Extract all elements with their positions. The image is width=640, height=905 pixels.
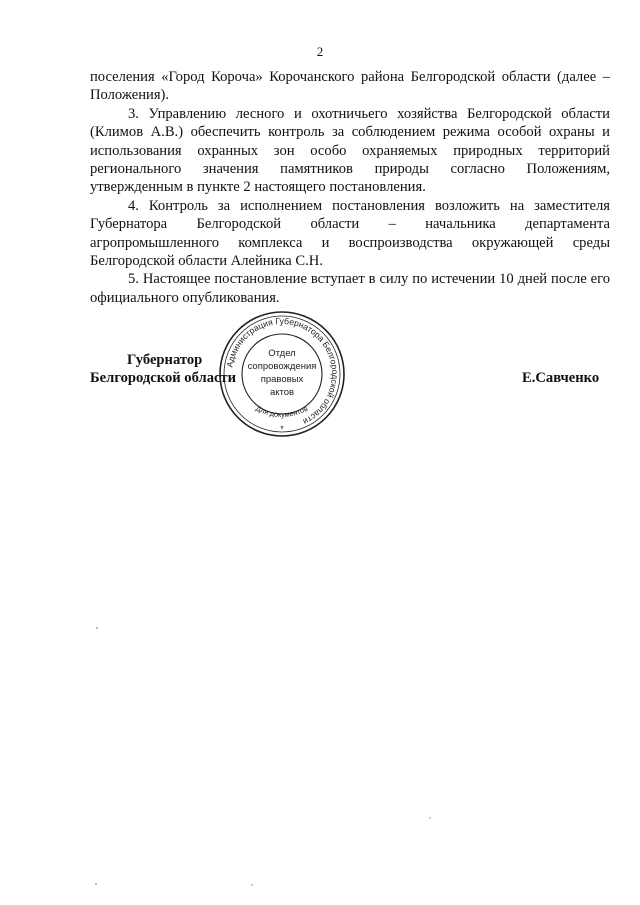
signer-name: Е.Савченко [522,370,600,386]
paragraph-continuation: поселения «Город Короча» Корочанского района Белгородской области (далее – Положения). [90,69,610,104]
stamp-center-line-4: актов [269,387,295,398]
stamp-center-line-2: сопровождения [247,361,317,372]
paragraph-3: 3. Управлению лесного и охотничьего хозяйства Белгородской области (Климов А.В.) обеспечить контроль за соблюдением режима особой охраны и использования охранных зон особо охраняемых природных территорий регионального значения памятников природы согласно Положениям, утвержденным в пункте 2 настоящего постановления. [90,105,610,196]
signer-region: Белгородской области [90,370,237,386]
page-number: 2 [316,44,324,59]
paragraph-5: 5. Настоящее постановление вступает в силу по истечении 10 дней после его официального опубликования. [90,271,610,306]
stamp-star-icon: * [280,424,284,434]
paragraph-4: 4. Контроль за исполнением постановления возложить на заместителя Губернатора Белгородской области – начальника департамента агропромышленного комплекса и воспроизводства окружающей среды Белгородской области Алейника С.Н. [90,197,610,270]
signer-title: Губернатор [127,352,203,368]
stamp-center-line-1: Отдел [268,348,296,359]
stamp-bottom-text: Для документов [254,403,310,420]
stamp-center-line-3: правовых [260,374,304,385]
stamp-ring-text: Администрация Губернатора Белгородской области [224,315,341,427]
